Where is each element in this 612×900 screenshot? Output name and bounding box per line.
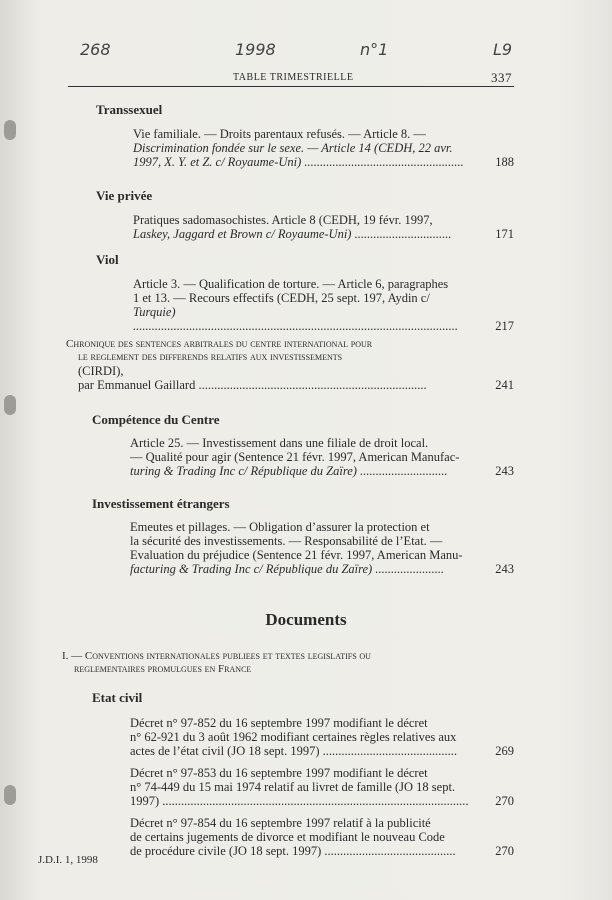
section-heading: Investissement étrangers bbox=[92, 496, 230, 511]
section-heading: Etat civil bbox=[92, 690, 143, 705]
section-competence bbox=[92, 412, 514, 478]
chronique-cirdi bbox=[66, 338, 514, 392]
index-entry: Article 3. — Qualification de torture. — Article 6, paragraphes 1 et 13. — Recours effectifs (CEDH, 25 sept. 197, Aydin c/ Turquie) ........................................................................................................ 217 bbox=[133, 277, 514, 333]
index-entry: Décret n° 97-854 du 16 septembre 1997 relatif à la publicité de certains jugements de divorce et modifiant le nouveau Code de procédure civile (JO 18 sept. 1997) .......................................... 270 bbox=[130, 816, 514, 858]
handwriting-right: L9 bbox=[493, 40, 513, 59]
section-viol bbox=[96, 252, 514, 333]
documents-title: Documents bbox=[265, 610, 347, 629]
section-etat-civil bbox=[92, 690, 514, 858]
page-ref: 270 bbox=[495, 794, 514, 808]
index-entry: Emeutes et pillages. — Obligation d’assurer la protection et la sécurité des investissements. — Responsabilité de l’Etat. — Evaluation du préjudice (Sentence 21 févr. 1997, American Manu- facturing & Trading Inc c/ République du Zaïre) ...................... 243 bbox=[130, 520, 514, 576]
binding-hole bbox=[4, 785, 16, 805]
section-vie-privee bbox=[96, 188, 514, 241]
section-investissement bbox=[92, 496, 514, 576]
section-heading: Compétence du Centre bbox=[92, 412, 220, 427]
chronique-entry: Chronique des sentences arbitrales du centre international pour le reglement des differends relatifs aux investissements (CIRDI), par Emmanuel Gaillard ......................................................................... 241 bbox=[66, 338, 514, 392]
handwriting-left: 268 bbox=[80, 40, 111, 59]
index-entry: Vie familiale. — Droits parentaux refusés. — Article 8. — Discrimination fondée sur le sexe. — Article 14 (CEDH, 22 avr. 1997, X. Y. et Z. c/ Royaume-Uni) ................................................... 188 bbox=[133, 127, 514, 169]
running-head bbox=[68, 70, 514, 87]
page-number: 337 bbox=[491, 70, 512, 85]
page-ref: 243 bbox=[495, 562, 514, 576]
page-ref: 217 bbox=[495, 319, 514, 333]
page-ref: 243 bbox=[495, 464, 514, 478]
page-ref: 241 bbox=[495, 378, 514, 392]
handwriting-year: 1998 bbox=[235, 40, 276, 59]
page-ref: 171 bbox=[495, 227, 514, 241]
section-heading: Vie privée bbox=[96, 188, 153, 203]
page-ref: 269 bbox=[495, 744, 514, 758]
page-ref: 188 bbox=[495, 155, 514, 169]
handwriting-number: n°1 bbox=[360, 40, 389, 59]
binding-hole bbox=[4, 395, 16, 415]
index-entry: Décret n° 97-852 du 16 septembre 1997 modifiant le décret n° 62-921 du 3 août 1962 modifiant certaines règles relatives aux actes de l’état civil (JO 18 sept. 1997) ........................................... 269 bbox=[130, 716, 514, 758]
index-entry: Pratiques sadomasochistes. Article 8 (CEDH, 19 févr. 1997, Laskey, Jaggard et Brown c/ Royaume-Uni) ............................... 171 bbox=[133, 213, 514, 241]
index-entry: Décret n° 97-853 du 16 septembre 1997 modifiant le décret n° 74-449 du 15 mai 1974 relatif au livret de famille (JO 18 sept. 1997) .................................................................................................. 270 bbox=[130, 766, 514, 808]
section-heading: Transsexuel bbox=[96, 102, 163, 117]
footer: J.D.I. 1, 1998 bbox=[38, 854, 98, 866]
binding-hole bbox=[4, 120, 16, 140]
section-transsexuel bbox=[96, 102, 514, 169]
page-ref: 270 bbox=[495, 844, 514, 858]
running-head-title: TABLE TRIMESTRIELLE bbox=[233, 72, 354, 83]
index-entry: Article 25. — Investissement dans une filiale de droit local. — Qualité pour agir (Sentence 21 févr. 1997, American Manufac- turing & Trading Inc c/ République du Zaïre) ............................ 243 bbox=[130, 436, 514, 478]
section-heading: Viol bbox=[96, 252, 119, 267]
documents-part: I. — Conventions internationales publiees et textes legislatifs ou reglementaires promulgues en France bbox=[62, 650, 371, 675]
